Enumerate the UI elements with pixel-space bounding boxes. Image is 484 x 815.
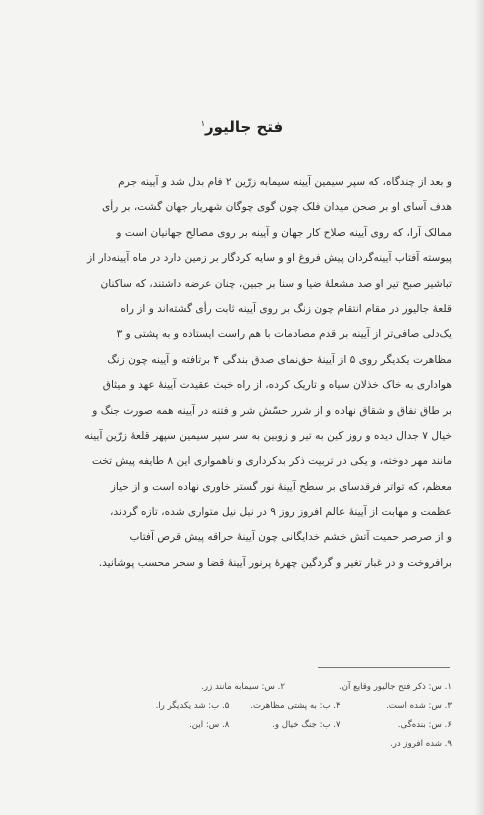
paragraph-line: قلعهٔ جالیور در مقام انتقام چون زنگ بر روی آیینه ثابت رأی گشته‌اند و از راه	[120, 302, 452, 315]
footnote-row	[118, 697, 452, 716]
footnote: ۹. شده افروز در.	[389, 739, 452, 749]
footnote-row	[118, 716, 452, 735]
main-paragraph	[44, 170, 452, 576]
paragraph-line: مظاهرت یکدیگر روی ۵ از آیینهٔ حق‌نمای صدق بندگی ۴ برتافته و آیینه چون زنگ	[107, 353, 452, 366]
section-title	[0, 118, 484, 136]
footnote-row	[118, 678, 452, 697]
section-title-text: فتح جالیور	[205, 118, 284, 136]
footnote: ۳. س: شده است.	[386, 701, 452, 711]
footnote-separator	[318, 667, 450, 668]
footnote: ۵. ب: شد یکدیگر را.	[155, 701, 230, 711]
title-footnote-marker: ۱	[200, 119, 206, 128]
paragraph-line: یک‌دلی صافی‌تر از آیینه بر قدم مصادمات با هم راست ایستاده و به پشتی و ۳	[116, 328, 452, 341]
paragraph-line: تباشیر صبح تیر او صد مشعلهٔ ضیا و سنا بر جبین، چنان عرضه داشتند، که ساکنان	[100, 277, 452, 290]
footnote: ۱. س: ذکر فتح جالیور وقایع آن.	[338, 682, 452, 692]
footnote: ۲. س: سیمابه مانند زر.	[201, 682, 285, 692]
footnote: ۷. ب: جنگ خیال و.	[272, 720, 341, 730]
footnote: ۸. س: این.	[189, 720, 230, 730]
page-edge-shadow	[474, 0, 484, 815]
paragraph-line: عظمت و مهابت از آیینهٔ عالم افروز روز ۹ در نیل نیل متواری شده، تازه گردند،	[110, 506, 452, 519]
footnote-row	[118, 735, 452, 754]
footnote: ۴. ب: به پشتی مظاهرت.	[250, 701, 341, 711]
paragraph-line: ممالک آرا، که روی آیینه صلاح کار جهان و آیینه بر روی مصالح جهانیان است و	[116, 226, 452, 239]
paragraph-line: برافروخت و در غبار تغیر و گردگین چهرهٔ پرنور آیینهٔ قضا و سحر محسب پوشانید.	[98, 556, 452, 569]
paragraph-line: و بعد از چندگاه، که سپر سیمین آیینه سیمابه زرّین ۲ فام بدل شد و آیینه جرم	[118, 176, 452, 188]
paragraph-line: هواداری به خاک خذلان سیاه و تاریک کرده، از راه خبث عقیدت آیینهٔ عهد و میثاق	[102, 379, 452, 392]
paragraph-line: خیال ۷ جدال دیده و روز کین به تیر و زوبین به سر سپر سیمین سپهر قلعهٔ زرّین آیینه	[84, 429, 452, 442]
paragraph-line: معظم، که تواتر فرقدسای بر سطح آیینهٔ نور گستر خاوری نهاده است و از حیاز	[110, 480, 452, 493]
footnote: ۶. س: بنده‌گی.	[397, 720, 452, 730]
paragraph-line: مانند مهر دوخته، و یکی در تربیت ذکر بدکرداری و ناهمواری این ۸ طایفه پیش تخت	[91, 455, 452, 468]
paragraph-line: و از صرصر حمیت آتش خشم خدایگانی چون آیینهٔ حراقه پیش قرص آفتاب	[129, 531, 452, 544]
paragraph-line: پیوسته آفتاب آیینه‌گردان پیش فروغ او و سایه کردگار بر زمین دارد در ماه آیینه‌دار از	[87, 252, 452, 265]
paragraph-line: بر طاق نفاق و شقاق نهاده و از شرر حسّش شر و فتنه در آیینه همه صورت جنگ و	[92, 404, 452, 417]
paragraph-line: هدف آسای او بر صحن میدان فلک چون گوی چوگان شهریار جهان گشت، بر رأی	[101, 201, 452, 214]
footnotes	[118, 678, 452, 754]
